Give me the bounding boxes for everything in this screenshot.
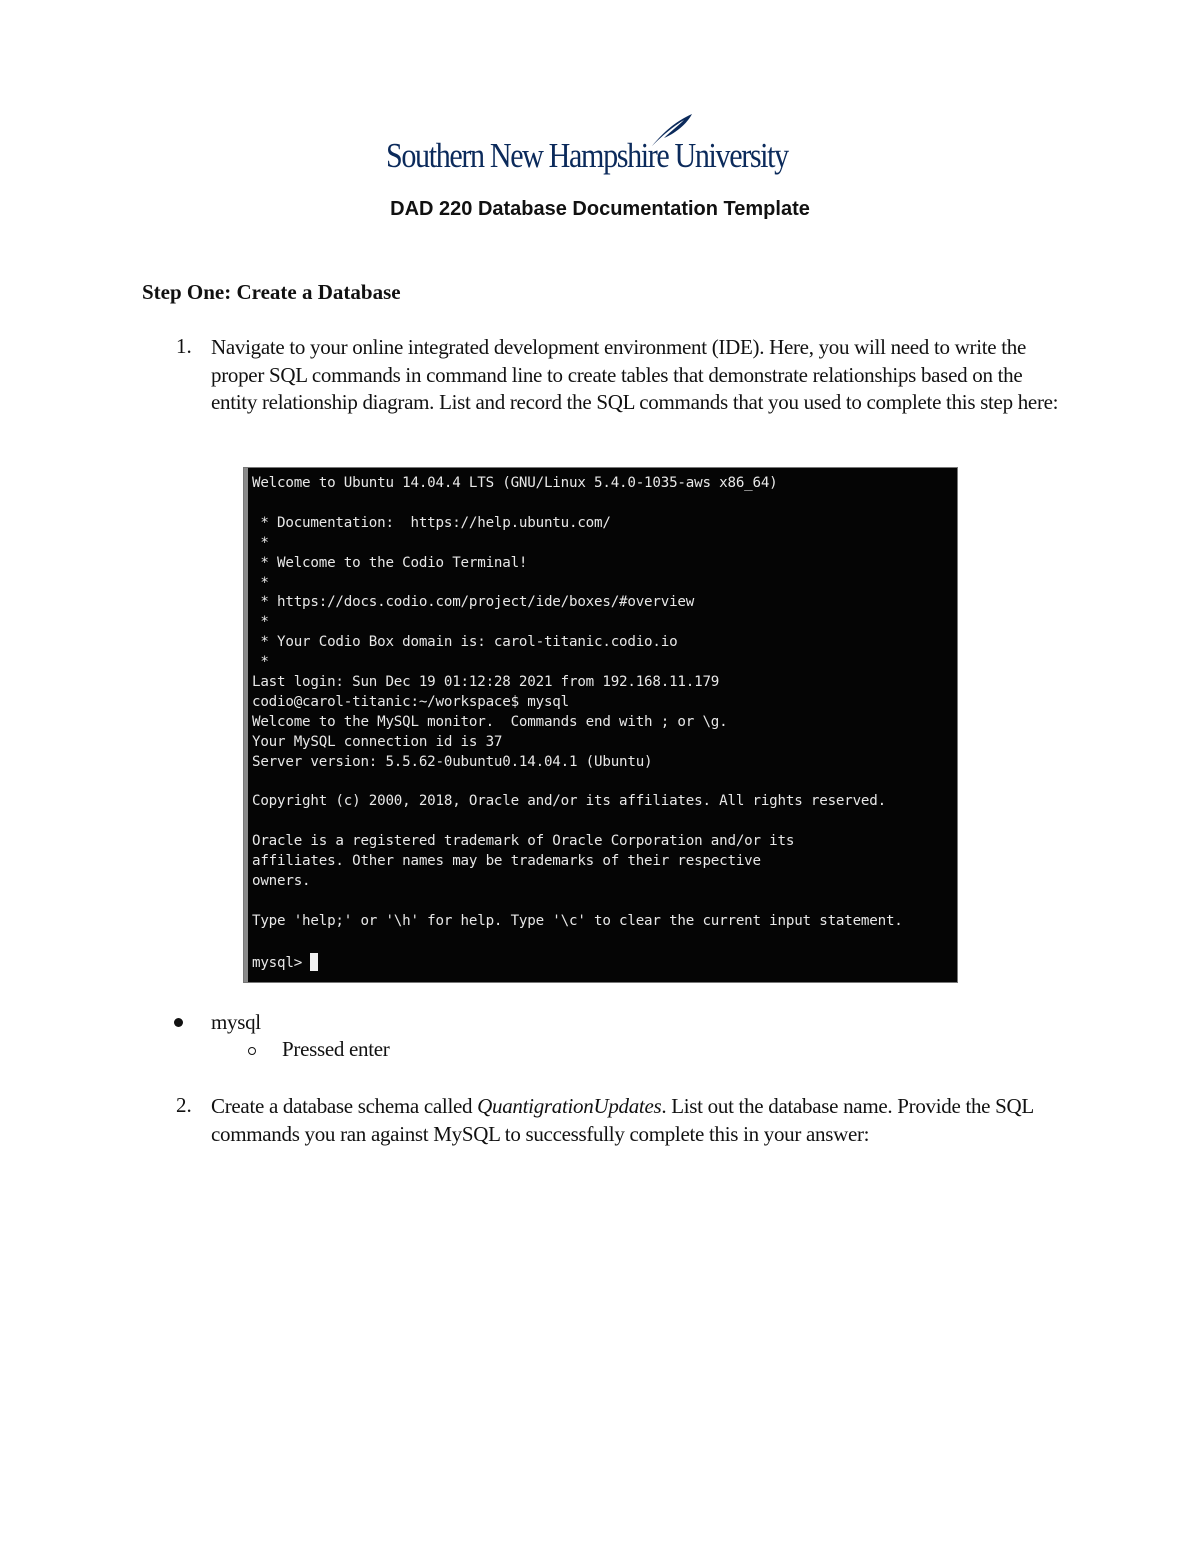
list-number-1: 1. <box>176 334 192 358</box>
list-number-2: 2. <box>176 1093 192 1117</box>
schema-name: QuantigrationUpdates <box>477 1094 662 1118</box>
terminal-line: * <box>252 574 269 591</box>
terminal-line: affiliates. Other names may be trademarks of their respective <box>252 853 761 870</box>
terminal-line: codio@carol-titanic:~/workspace$ mysql <box>252 693 569 710</box>
terminal-line: * Documentation: https://help.ubuntu.com/ <box>252 514 611 531</box>
terminal-line: * <box>252 534 269 551</box>
terminal-line: Welcome to the MySQL monitor. Commands end with ; or \g. <box>252 713 728 730</box>
document-title: DAD 220 Database Documentation Template <box>390 198 810 220</box>
logo-wordmark: Southern New Hampshire University <box>386 136 788 175</box>
terminal-line: * Your Codio Box domain is: carol-titanic.codio.io <box>252 634 678 651</box>
terminal-cursor <box>310 953 318 971</box>
step-one-heading: Step One: Create a Database <box>142 280 401 304</box>
item-1-instructions: Navigate to your online integrated development environment (IDE). Here, you will need to write the proper SQL commands in command line to create tables that demonstrate relationships based on the entity relationship diagram. List and record the SQL commands that you used to complete this step here: <box>211 335 1059 414</box>
terminal-line: Type 'help;' or '\h' for help. Type '\c' to clear the current input statement. <box>252 912 903 929</box>
terminal-line: Welcome to Ubuntu 14.04.4 LTS (GNU/Linux 5.4.0-1035-aws x86_64) <box>252 475 778 491</box>
university-logo <box>386 112 816 182</box>
terminal-line: Copyright (c) 2000, 2018, Oracle and/or its affiliates. All rights reserved. <box>252 793 886 810</box>
terminal-line: Server version: 5.5.62-0ubuntu0.14.04.1 (Ubuntu) <box>252 753 653 770</box>
terminal-line: Oracle is a registered trademark of Oracle Corporation and/or its <box>252 833 795 850</box>
terminal-line: owners. <box>252 873 311 889</box>
terminal-line: Last login: Sun Dec 19 01:12:28 2021 from 192.168.11.179 <box>252 674 720 690</box>
terminal-line: Your MySQL connection id is 37 <box>252 733 503 750</box>
item-2-text-before: Create a database schema called <box>211 1094 478 1118</box>
item-2-text-after: . List out the database name. Provide the SQL commands you ran against MySQL to successfully complete this in your answer: <box>211 1094 1034 1146</box>
sub-bullet-circle <box>248 1047 256 1055</box>
bullet-text: mysql <box>211 1010 261 1034</box>
item-2-instructions <box>211 1093 1061 1148</box>
terminal-line: mysql> <box>252 953 318 971</box>
terminal-screenshot <box>243 467 958 983</box>
terminal-line: * <box>252 654 269 671</box>
terminal-line: * <box>252 614 269 631</box>
sub-bullet-text: Pressed enter <box>282 1037 390 1061</box>
terminal-line: * Welcome to the Codio Terminal! <box>252 554 528 571</box>
terminal-line: * https://docs.codio.com/project/ide/boxes/#overview <box>252 594 695 611</box>
terminal-left-edge <box>244 468 248 982</box>
bullet-dot <box>174 1018 183 1027</box>
